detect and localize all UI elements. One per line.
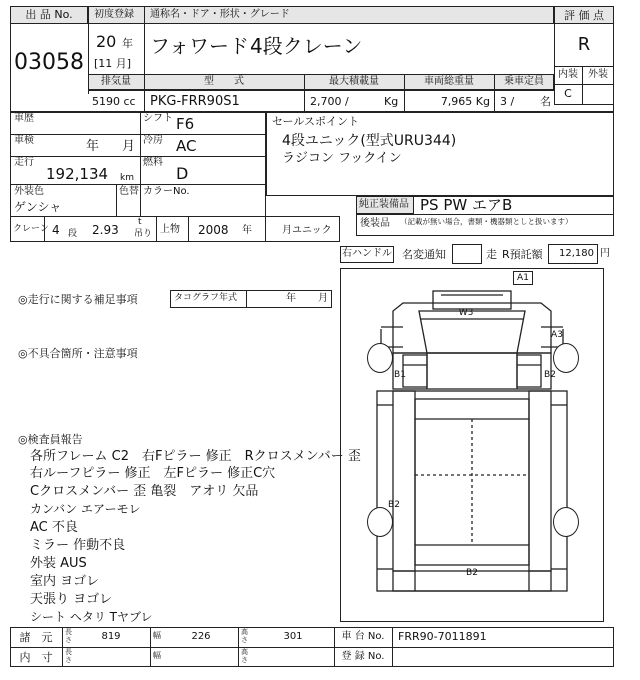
gross-weight-label: 車両総重量	[424, 76, 474, 87]
crane-stage: 4	[52, 223, 60, 237]
inspector-line: 外装 AUS	[30, 556, 87, 571]
aircon-label: 冷房	[143, 135, 163, 146]
gross-weight-value: 7,965 Kg	[440, 95, 490, 108]
max-load-unit: Kg	[384, 95, 399, 108]
model-label: 型 式	[204, 76, 244, 87]
crane-stage-unit: 段	[68, 229, 78, 239]
sales-point-line-1: 4段ユニック(型式URU344)	[282, 133, 457, 149]
crane-label: クレーン	[13, 224, 49, 234]
color-no-label: カラーNo.	[143, 186, 190, 197]
inspection-label: 車検	[14, 135, 34, 146]
in-width-label: 幅	[153, 651, 161, 660]
rating-value: R	[577, 34, 591, 55]
mileage-unit: km	[120, 173, 134, 183]
dims-label: 諸 元	[19, 631, 53, 644]
in-height-label: 高さ	[241, 648, 248, 664]
reg-month: [11 月]	[94, 57, 132, 70]
exterior-color-label: 外装色	[14, 186, 44, 197]
mileage-value: 192,134	[46, 165, 109, 183]
odometer-prefix: 走	[486, 248, 497, 261]
width-value: 226	[191, 631, 211, 642]
sales-point-line-2: ラジコン フックイン	[282, 151, 402, 166]
mileage-label: 走行	[14, 157, 34, 168]
inspector-title: ◎検査員報告	[18, 433, 83, 446]
interior-value: C	[564, 87, 572, 100]
inspector-line: ミラー 作動不良	[30, 538, 126, 553]
right-hand-label: 右ハンドル	[342, 248, 392, 259]
tacho-year-unit: 年	[286, 293, 296, 304]
name-label: 通称名・ドア・形状・グレード	[150, 9, 290, 20]
length-value: 819	[101, 631, 121, 642]
first-reg-label: 初度登録	[94, 9, 134, 20]
mount-year-unit: 年	[242, 225, 252, 236]
capacity-label: 乗車定員	[504, 76, 544, 87]
genuine-label: 純正装備品	[359, 199, 409, 210]
tacho-label: タコグラフ年式	[174, 293, 238, 303]
capacity-value: 3 /	[500, 95, 515, 108]
front-left-wheel	[367, 343, 393, 373]
damage-tag-a1: A1	[513, 271, 533, 285]
inspector-line: カンバン エアーモレ	[30, 502, 141, 516]
recycle-value: 12,180	[559, 248, 594, 259]
aircon-value: AC	[176, 137, 197, 155]
mount-year: 2008	[198, 223, 229, 237]
color-change-label: 色替	[119, 186, 139, 197]
history-label: 車歴	[14, 113, 34, 124]
height-label: 高さ	[241, 628, 248, 644]
lot-label: 出 品 No.	[25, 8, 73, 21]
damage-tag-b2-left: B2	[388, 500, 400, 510]
address-change-box	[452, 244, 482, 264]
exterior-label: 外装	[588, 69, 608, 80]
exterior-color-value: ゲンシャ	[14, 200, 62, 214]
inspector-line: Cクロスメンバー 歪 亀裂 アオリ 欠品	[30, 484, 259, 499]
aftermarket-note: （記載が無い場合，書類・機器類としと扱います）	[400, 217, 573, 226]
crane-load-sub: 吊り	[134, 229, 153, 239]
model-value: PKG-FRR90S1	[150, 94, 240, 109]
tacho-month-unit: 月	[318, 293, 328, 304]
damage-tag-a3: A3	[551, 330, 563, 340]
car-name: フォワード	[150, 34, 249, 58]
rating-label: 評 価 点	[564, 9, 604, 22]
reg-year-unit: 年	[122, 37, 133, 50]
max-load-value: 2,700 /	[310, 95, 349, 108]
fuel-label: 燃料	[143, 157, 163, 168]
width-label: 幅	[153, 631, 161, 640]
interior-dims-label: 内 寸	[19, 651, 53, 664]
height-value: 301	[283, 631, 303, 642]
max-load-label: 最大積載量	[329, 76, 379, 87]
interior-label: 内装	[558, 69, 578, 80]
mount-label: 上物	[160, 224, 180, 235]
inspector-line: AC 不良	[30, 520, 78, 535]
inspector-line: 天張り ヨゴレ	[30, 592, 113, 607]
address-change-label: 名変通知	[402, 248, 446, 261]
displacement-value: 5190 cc	[92, 95, 136, 108]
car-grade: 4段クレーン	[250, 34, 363, 58]
crane-load-unit: t	[138, 217, 142, 227]
shift-value: F6	[176, 115, 195, 133]
inspector-line: シート ヘタリ Tヤブレ	[30, 610, 153, 624]
reg-year: 20	[96, 32, 117, 51]
inspector-line: 室内 ヨゴレ	[30, 574, 100, 589]
shift-label: シフト	[143, 113, 173, 124]
capacity-unit: 名	[540, 95, 551, 108]
genuine-value: PS PW エアB	[420, 196, 513, 214]
mount-maker: ユニック	[292, 225, 332, 236]
length-label: 長さ	[65, 628, 72, 644]
aftermarket-label: 後装品	[360, 218, 390, 229]
in-length-label: 長さ	[65, 648, 72, 664]
damage-tag-w3: W3	[458, 308, 474, 318]
crane-load: 2.93	[92, 223, 119, 237]
driving-notes-title: ◎走行に関する補足事項	[18, 293, 138, 306]
inspection-year-unit: 年	[86, 139, 100, 154]
mount-month-unit: 月	[282, 225, 292, 236]
damage-tag-b2-rear: B2	[466, 568, 478, 578]
sales-point-title: セールスポイント	[272, 115, 360, 128]
rear-right-wheel	[553, 507, 579, 537]
recycle-unit: 円	[600, 248, 610, 259]
inspector-line: 右ルーフピラー 修正 左Fピラー 修正C穴	[30, 466, 276, 481]
fuel-value: D	[176, 164, 189, 183]
recycle-label: R預託額	[502, 248, 543, 261]
lot-number: 03058	[14, 50, 84, 75]
inspector-line: 各所フレーム C2 右Fピラー 修正 Rクロスメンバー 歪	[30, 449, 361, 464]
chassis-label: 車 台 No.	[341, 631, 385, 642]
damage-tag-b2-right: B2	[544, 370, 556, 380]
defects-title: ◎不具合箇所・注意事項	[18, 347, 138, 360]
chassis-value: FRR90-7011891	[398, 630, 487, 643]
damage-diagram	[340, 268, 604, 622]
displacement-label: 排気量	[101, 76, 131, 87]
inspection-month-unit: 月	[122, 139, 136, 154]
reg-no-label: 登 録 No.	[341, 651, 385, 662]
damage-tag-b1: B1	[394, 370, 406, 380]
